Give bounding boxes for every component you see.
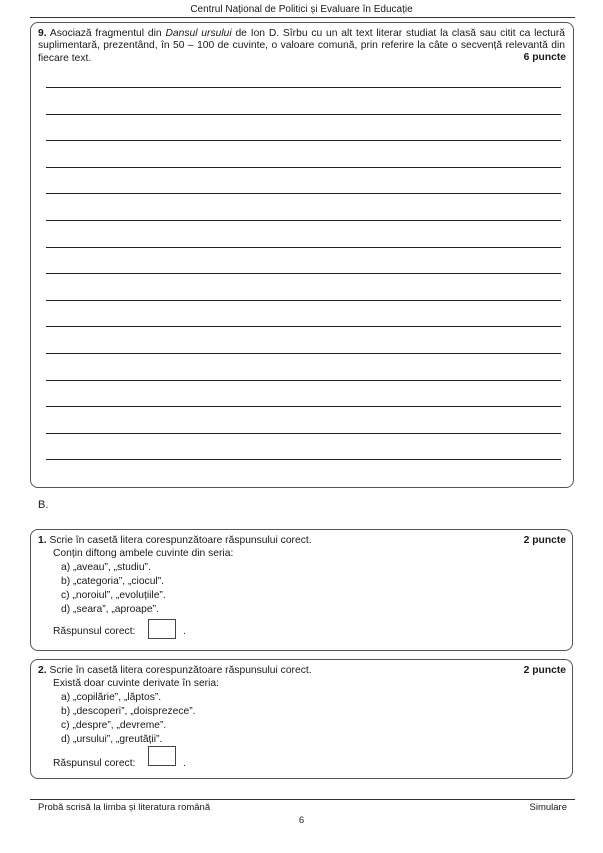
answer-line[interactable] <box>46 87 561 88</box>
answer-label: Răspunsul corect: <box>53 626 136 637</box>
answer-line[interactable] <box>46 193 561 194</box>
question-9-work-title: Dansul ursului <box>165 28 232 39</box>
footer-exam-name: Probă scrisă la limba și literatura română <box>38 802 211 813</box>
footer-exam-type: Simulare <box>529 802 567 813</box>
question-b2-points: 2 puncte <box>523 665 566 676</box>
answer-line[interactable] <box>46 433 561 434</box>
option-c: c) „noroiul”, „evoluțiile”. <box>61 590 166 601</box>
question-b2-instruction-text: Scrie în casetă litera corespunzătoare răspunsului corect. <box>46 665 312 676</box>
answer-line[interactable] <box>46 380 561 381</box>
answer-line[interactable] <box>46 353 561 354</box>
answer-line[interactable] <box>46 247 561 248</box>
question-b2-number: 2. <box>38 665 47 676</box>
question-b2-stem: Există doar cuvinte derivate în seria: <box>53 678 219 689</box>
question-9-text-before: Asociază fragmentul din <box>46 28 166 39</box>
answer-line[interactable] <box>46 167 561 168</box>
answer-line[interactable] <box>46 300 561 301</box>
question-9-text <box>38 28 565 65</box>
question-9-box <box>30 22 574 488</box>
answer-line[interactable] <box>46 140 561 141</box>
question-b1-stem: Conțin diftong ambele cuvinte din seria: <box>53 548 234 559</box>
question-9-points: 6 puncte <box>523 52 566 63</box>
question-9-text-after: de Ion D. Sîrbu cu un alt text literar studiat la clasă sau citit ca lectură suplimentară, prezentând, în 50 – 100 de cuvinte, o valoare comună, prin referire la câte o secvență relevantă din fiecare text. <box>38 28 566 64</box>
option-b: b) „descoperi”, „doisprezece”. <box>61 706 196 717</box>
answer-line[interactable] <box>46 273 561 274</box>
section-b-label: B. <box>38 499 49 511</box>
answer-label: Răspunsul corect: <box>53 758 136 769</box>
page-number: 6 <box>298 815 305 826</box>
answer-box[interactable] <box>148 746 176 766</box>
header-divider <box>30 17 575 18</box>
answer-tail: . <box>183 758 186 769</box>
option-a: a) „copilărie”, „lăptos”. <box>61 692 162 703</box>
answer-line[interactable] <box>46 114 561 115</box>
footer-divider <box>30 799 575 800</box>
option-a: a) „aveau”, „studiu”. <box>61 562 151 573</box>
question-b1-instruction <box>38 535 312 547</box>
question-9-number: 9. <box>38 28 47 39</box>
option-d: d) „ursului”, „greutății”. <box>61 734 163 745</box>
answer-line[interactable] <box>46 459 561 460</box>
answer-line[interactable] <box>46 406 561 407</box>
question-b1-instruction-text: Scrie în casetă litera corespunzătoare răspunsului corect. <box>46 535 312 546</box>
answer-line[interactable] <box>46 220 561 221</box>
question-b1-box <box>30 529 573 651</box>
question-b1-points: 2 puncte <box>523 535 566 546</box>
answer-tail: . <box>183 626 186 637</box>
page-header-title: Centrul Național de Politici și Evaluare în Educație <box>190 4 413 15</box>
question-b2-box <box>30 659 573 779</box>
question-b2-instruction <box>38 665 312 677</box>
answer-line[interactable] <box>46 326 561 327</box>
option-d: d) „seara”, „aproape”. <box>61 604 159 615</box>
option-b: b) „categoria”, „ciocul”. <box>61 576 164 587</box>
answer-box[interactable] <box>148 619 176 639</box>
question-b1-number: 1. <box>38 535 47 546</box>
option-c: c) „despre”, „devreme”. <box>61 720 167 731</box>
